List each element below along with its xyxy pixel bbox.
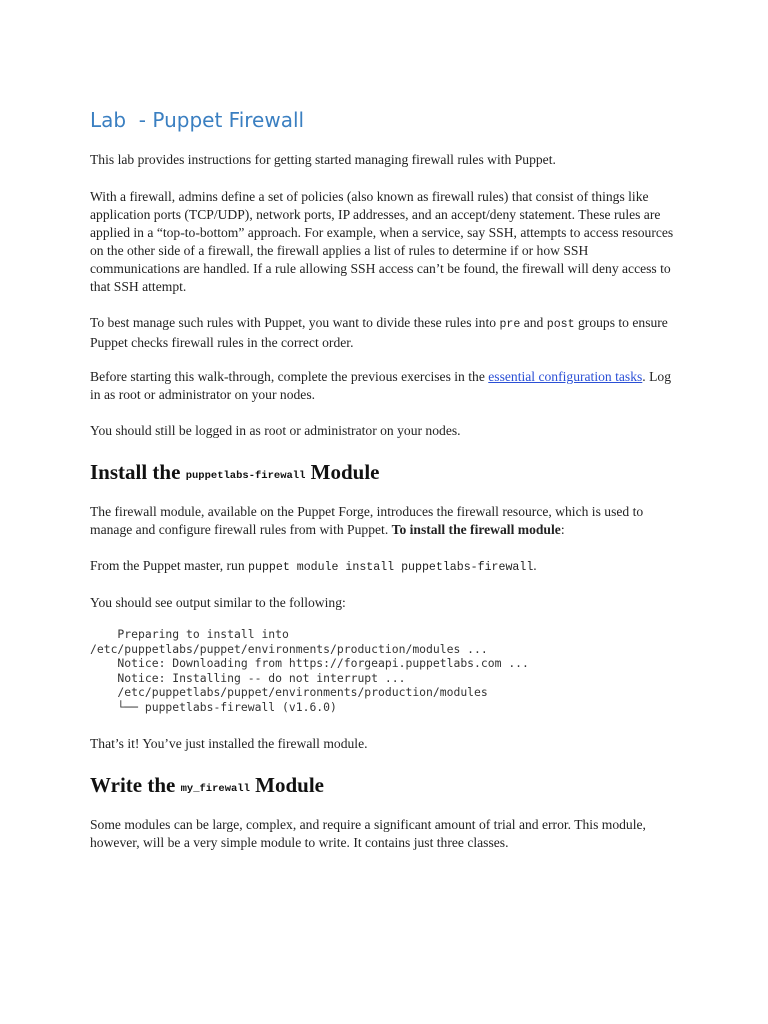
- prereq-paragraph: Before starting this walk-through, complete the previous exercises in the essential configuration tasks. Log in as root or administrator on your nodes.: [90, 369, 671, 402]
- install-heading: Install the puppetlabs-firewall Module: [90, 460, 380, 484]
- run-paragraph: From the Puppet master, run puppet module install puppetlabs-firewall.: [90, 558, 537, 574]
- write-heading: Write the my_firewall Module: [90, 773, 324, 797]
- firewall-paragraph: With a firewall, admins define a set of policies (also known as firewall rules) that consist of things like application ports (TCP/UDP), network ports, IP addresses, and an accept/deny statement. These rules are applied in a “top-to-bottom” approach. For example, when a service, say SSH, attempts to access resources on the other side of a firewall, the firewall applies a list of rules to determine if or how SSH communications are handled. If a rule allowing SSH access can’t be found, the firewall will deny access to that SSH attempt.: [90, 189, 674, 294]
- page-title: Lab - Puppet Firewall: [90, 108, 305, 132]
- output-line: Notice: Downloading from https://forgeapi.puppetlabs.com ...: [90, 656, 529, 671]
- essential-configuration-tasks-link[interactable]: essential configuration tasks: [488, 369, 643, 384]
- output-line: └── puppetlabs-firewall (v1.6.0): [90, 699, 337, 714]
- install-output-code-block: [90, 627, 529, 715]
- inline-code-install-command: puppet module install puppetlabs-firewall: [248, 561, 534, 574]
- output-line: Preparing to install into: [90, 627, 289, 641]
- output-line: /etc/puppetlabs/puppet/environments/production/modules: [90, 685, 488, 700]
- output-line: /etc/puppetlabs/puppet/environments/production/modules ...: [90, 641, 488, 656]
- intro-paragraph: This lab provides instructions for getting started managing firewall rules with Puppet.: [90, 152, 556, 167]
- inline-code-post: post: [546, 318, 575, 331]
- groups-paragraph: To best manage such rules with Puppet, you want to divide these rules into pre and post groups to ensure Puppet checks firewall rules in the correct order.: [90, 315, 668, 350]
- module-paragraph: The firewall module, available on the Puppet Forge, introduces the firewall resource, which is used to manage and configure firewall rules from with Puppet. To install the firewall module:: [90, 504, 644, 537]
- output-intro-paragraph: You should see output similar to the following:: [90, 595, 346, 610]
- output-line: Notice: Installing -- do not interrupt ...: [90, 670, 406, 685]
- classes-paragraph: Some modules can be large, complex, and require a significant amount of trial and error. This module, however, will be a very simple module to write. It contains just three classes.: [90, 817, 646, 850]
- inline-code-pre: pre: [499, 318, 521, 331]
- done-paragraph: That’s it! You’ve just installed the firewall module.: [90, 736, 368, 751]
- logged-in-paragraph: You should still be logged in as root or administrator on your nodes.: [90, 423, 461, 438]
- heading-code-my-firewall: my_firewall: [180, 783, 250, 795]
- install-instruction-bold: To install the firewall module: [391, 522, 561, 537]
- heading-code-puppetlabs-firewall: puppetlabs-firewall: [185, 470, 306, 482]
